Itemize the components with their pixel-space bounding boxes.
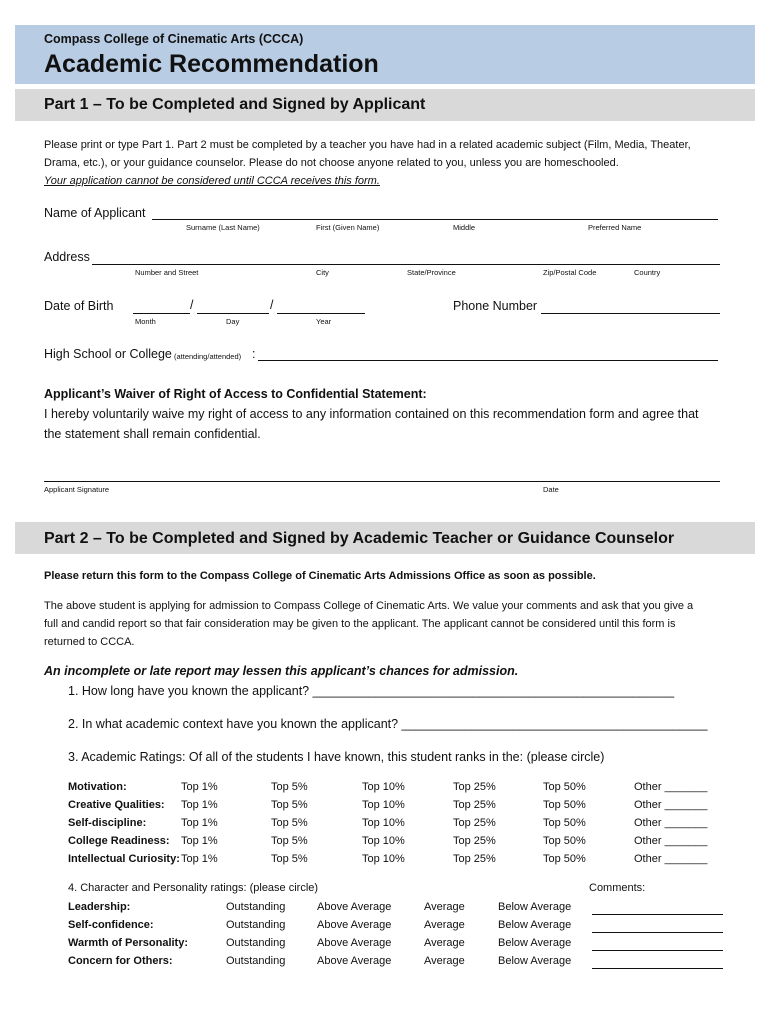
rating-label: College Readiness: [68,835,170,847]
rating-option[interactable]: Other _______ [634,799,708,811]
school-note: (attending/attended) [174,352,242,361]
rating-option[interactable]: Top 1% [181,853,218,865]
school-colon: : [252,347,256,361]
rating-option[interactable]: Top 5% [271,817,308,829]
rating-option[interactable]: Top 25% [453,817,496,829]
signature-label: Applicant Signature [44,485,110,494]
dob-slash-2: / [270,298,274,312]
character-option[interactable]: Outstanding [226,955,286,967]
character-option[interactable]: Below Average [498,937,572,949]
rating-option[interactable]: Top 25% [453,835,496,847]
part1-intro-1: Please print or type Part 1. Part 2 must be completed by a teacher you have had in a related academic subject (Film, Media, Theater, [44,139,691,151]
rating-option[interactable]: Top 5% [271,835,308,847]
school-field[interactable] [258,360,718,361]
rating-label: Motivation: [68,781,127,793]
name-sub-middle: Middle [453,223,476,232]
rating-option[interactable]: Other _______ [634,781,708,793]
dob-sub-day: Day [226,317,240,326]
address-sub-country: Country [634,268,661,277]
character-option[interactable]: Above Average [317,919,392,931]
phone-label: Phone Number [453,299,538,313]
character-option[interactable]: Above Average [317,901,392,913]
rating-label: Self-discipline: [68,817,147,829]
rating-option[interactable]: Top 50% [543,853,586,865]
character-option[interactable]: Below Average [498,901,572,913]
phone-field[interactable] [541,313,720,314]
comment-field[interactable] [592,968,723,969]
signature-field[interactable] [44,481,720,482]
character-option[interactable]: Average [424,901,465,913]
address-sub-city: City [316,268,329,277]
character-option[interactable]: Outstanding [226,901,286,913]
character-option[interactable]: Outstanding [226,919,286,931]
rating-option[interactable]: Top 10% [362,835,405,847]
part2-title: Part 2 – To be Completed and Signed by Academic Teacher or Guidance Counselor [44,530,675,547]
character-option[interactable]: Below Average [498,919,572,931]
rating-option[interactable]: Top 25% [453,853,496,865]
rating-option[interactable]: Top 1% [181,781,218,793]
part2-para-1: The above student is applying for admission to Compass College of Cinematic Arts. We value your comments and ask that you give a [44,600,694,612]
address-field[interactable] [92,264,720,265]
comment-field[interactable] [592,950,723,951]
rating-option[interactable]: Top 1% [181,799,218,811]
rating-label: Creative Qualities: [68,799,165,811]
waiver-line-1: I hereby voluntarily waive my right of access to any information contained on this recommendation form and agree that [44,407,699,421]
question-1[interactable]: 1. How long have you known the applicant? ____________________________________________________ [68,684,675,698]
rating-option[interactable]: Top 1% [181,817,218,829]
address-label: Address [44,250,90,264]
rating-option[interactable]: Top 50% [543,835,586,847]
question-4: 4. Character and Personality ratings: (please circle) [68,882,319,894]
name-label: Name of Applicant [44,206,146,220]
part1-intro-2: Drama, etc.), or your guidance counselor. Please do not choose anyone related to you, unless you are homeschooled. [44,157,619,169]
comments-label: Comments: [589,882,646,894]
character-label: Concern for Others: [68,955,173,967]
name-sub-first: First (Given Name) [316,223,380,232]
rating-option[interactable]: Top 10% [362,817,405,829]
name-field[interactable] [152,219,718,220]
rating-option[interactable]: Other _______ [634,835,708,847]
part1-intro-3: Your application cannot be considered until CCCA receives this form. [44,175,380,187]
rating-option[interactable]: Top 10% [362,853,405,865]
warning-text: An incomplete or late report may lessen this applicant’s chances for admission. [44,664,519,678]
return-note: Please return this form to the Compass College of Cinematic Arts Admissions Office as soon as possible. [44,570,596,582]
part1-title: Part 1 – To be Completed and Signed by Applicant [44,96,426,113]
rating-option[interactable]: Other _______ [634,853,708,865]
date-label: Date [543,485,559,494]
character-option[interactable]: Average [424,937,465,949]
rating-option[interactable]: Top 5% [271,853,308,865]
waiver-title: Applicant’s Waiver of Right of Access to Confidential Statement: [44,387,427,401]
rating-option[interactable]: Top 25% [453,799,496,811]
school-label: High School or College [44,347,172,361]
part2-para-2: full and candid report so that fair consideration may be given to the applicant. The applicant cannot be considered until this form is [44,618,676,630]
comment-field[interactable] [592,932,723,933]
question-2[interactable]: 2. In what academic context have you known the applicant? ____________________________________________ [68,717,708,731]
character-option[interactable]: Below Average [498,955,572,967]
dob-slash-1: / [190,298,194,312]
dob-sub-month: Month [135,317,156,326]
rating-label: Intellectual Curiosity: [68,853,180,865]
name-sub-surname: Surname (Last Name) [186,223,260,232]
comment-field[interactable] [592,914,723,915]
character-label: Leadership: [68,901,131,913]
character-option[interactable]: Above Average [317,955,392,967]
school-name: Compass College of Cinematic Arts (CCCA) [44,32,304,46]
dob-year-field[interactable] [277,313,365,314]
rating-option[interactable]: Other _______ [634,817,708,829]
dob-month-field[interactable] [133,313,190,314]
dob-label: Date of Birth [44,299,114,313]
character-option[interactable]: Outstanding [226,937,286,949]
character-option[interactable]: Above Average [317,937,392,949]
rating-option[interactable]: Top 5% [271,799,308,811]
page-title: Academic Recommendation [44,50,379,78]
address-sub-state: State/Province [407,268,456,277]
dob-day-field[interactable] [197,313,269,314]
waiver-line-2: the statement shall remain confidential. [44,427,261,441]
question-3: 3. Academic Ratings: Of all of the students I have known, this student ranks in the: (please circle) [68,750,605,764]
address-sub-street: Number and Street [135,268,199,277]
rating-option[interactable]: Top 50% [543,817,586,829]
rating-option[interactable]: Top 25% [453,781,496,793]
character-option[interactable]: Average [424,919,465,931]
character-label: Warmth of Personality: [68,937,188,949]
character-label: Self-confidence: [68,919,154,931]
address-sub-zip: Zip/Postal Code [543,268,597,277]
rating-option[interactable]: Top 5% [271,781,308,793]
rating-option[interactable]: Top 50% [543,799,586,811]
rating-option[interactable]: Top 50% [543,781,586,793]
rating-option[interactable]: Top 10% [362,799,405,811]
character-option[interactable]: Average [424,955,465,967]
rating-option[interactable]: Top 10% [362,781,405,793]
name-sub-preferred: Preferred Name [588,223,642,232]
rating-option[interactable]: Top 1% [181,835,218,847]
part2-para-3: returned to CCCA. [44,636,135,648]
dob-sub-year: Year [316,317,332,326]
